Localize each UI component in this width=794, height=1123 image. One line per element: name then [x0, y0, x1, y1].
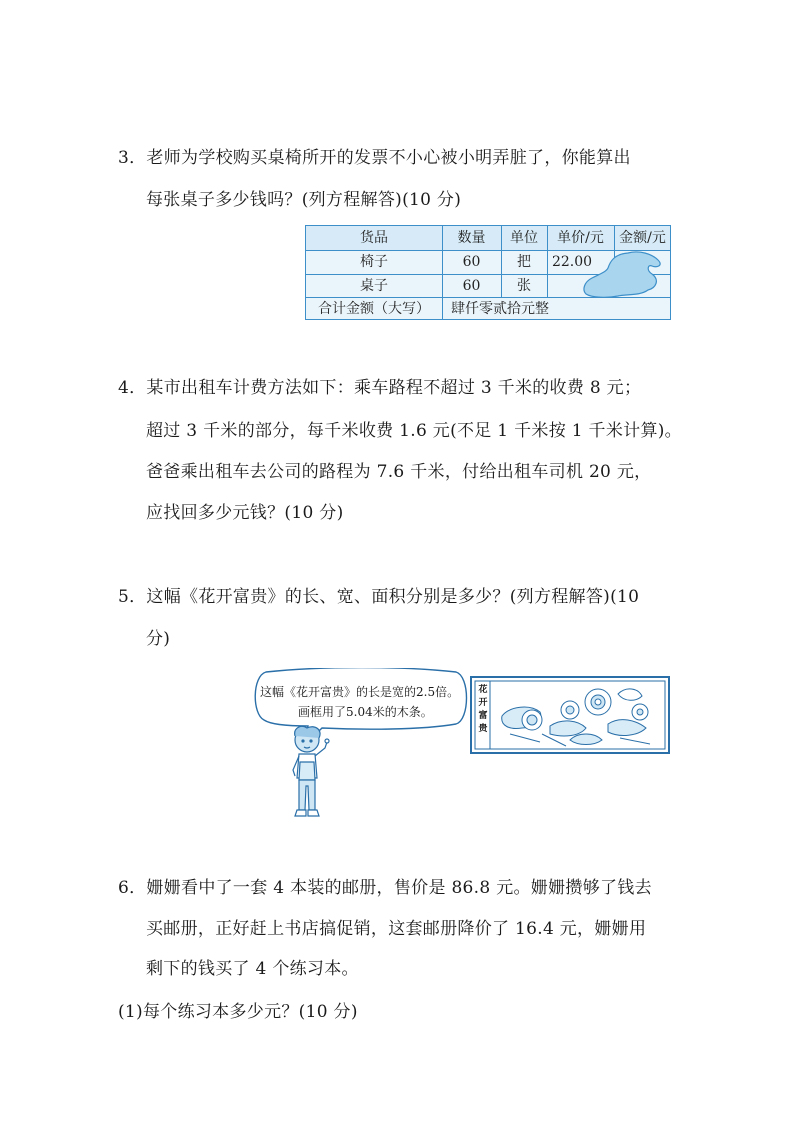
q4-line-3: 爸爸乘出租车去公司的路程为 7.6 千米，付给出租车司机 20 元，: [146, 462, 652, 482]
q6-line-3: 剩下的钱买了 4 个练习本。: [146, 959, 359, 979]
q4-line-4: 应找回多少元钱？(10 分): [146, 503, 344, 523]
q6-line-2: 买邮册，正好赶上书店搞促销，这套邮册降价了 16.4 元，姗姗用: [146, 919, 647, 939]
bubble-line-2: 画框用了5.04米的木条。: [298, 705, 433, 719]
invoice-row-1-price: 22.00: [551, 254, 593, 270]
bubble-line-1: 这幅《花开富贵》的长是宽的2.5倍。: [260, 685, 460, 699]
painting-title-char-2: 开: [478, 698, 488, 708]
invoice-row-2-unit: 张: [517, 278, 531, 294]
q4-line-2: 超过 3 千米的部分，每千米收费 1.6 元(不足 1 千米按 1 千米计算)。: [146, 421, 682, 441]
painting-title-char-3: 富: [478, 711, 488, 721]
invoice-row-1-unit: 把: [517, 254, 531, 270]
q4-line-1: 4．某市出租车计费方法如下：乘车路程不超过 3 千米的收费 8 元；: [118, 378, 642, 398]
q3-line-1: 3．老师为学校购买桌椅所开的发票不小心被小明弄脏了，你能算出: [118, 148, 631, 168]
q3-line-2: 每张桌子多少钱吗？(列方程解答)(10 分): [146, 190, 462, 210]
invoice-row-1-qty: 60: [462, 254, 481, 270]
invoice-header-item: 货品: [360, 230, 388, 246]
invoice-total-label: 合计金额（大写）: [318, 301, 430, 317]
invoice-header-unit: 单位: [510, 230, 538, 246]
painting-title-char-1: 花: [478, 685, 488, 695]
girl-illustration: [285, 726, 335, 822]
invoice-header-qty: 数量: [457, 230, 486, 246]
invoice-header-price: 单价/元: [557, 230, 604, 246]
q5-line-2: 分): [146, 629, 171, 649]
invoice-row-2-item: 桌子: [360, 278, 388, 294]
q5-line-1: 5．这幅《花开富贵》的长、宽、面积分别是多少？(列方程解答)(10: [118, 587, 640, 607]
invoice-table: [305, 225, 671, 320]
painting-title-char-4: 贵: [478, 724, 488, 734]
q6-sub-question-1: (1)每个练习本多少元？(10 分): [118, 1002, 358, 1022]
invoice-row-1-item: 椅子: [360, 254, 388, 270]
painting-frame: [470, 676, 670, 754]
invoice-header-amount: 金额/元: [619, 230, 666, 246]
invoice-total-value: 肆仟零贰拾元整: [451, 301, 549, 317]
q6-line-1: 6．姗姗看中了一套 4 本装的邮册，售价是 86.8 元。姗姗攒够了钱去: [118, 878, 652, 898]
invoice-row-2-qty: 60: [462, 278, 481, 294]
ink-stain: [582, 250, 664, 300]
